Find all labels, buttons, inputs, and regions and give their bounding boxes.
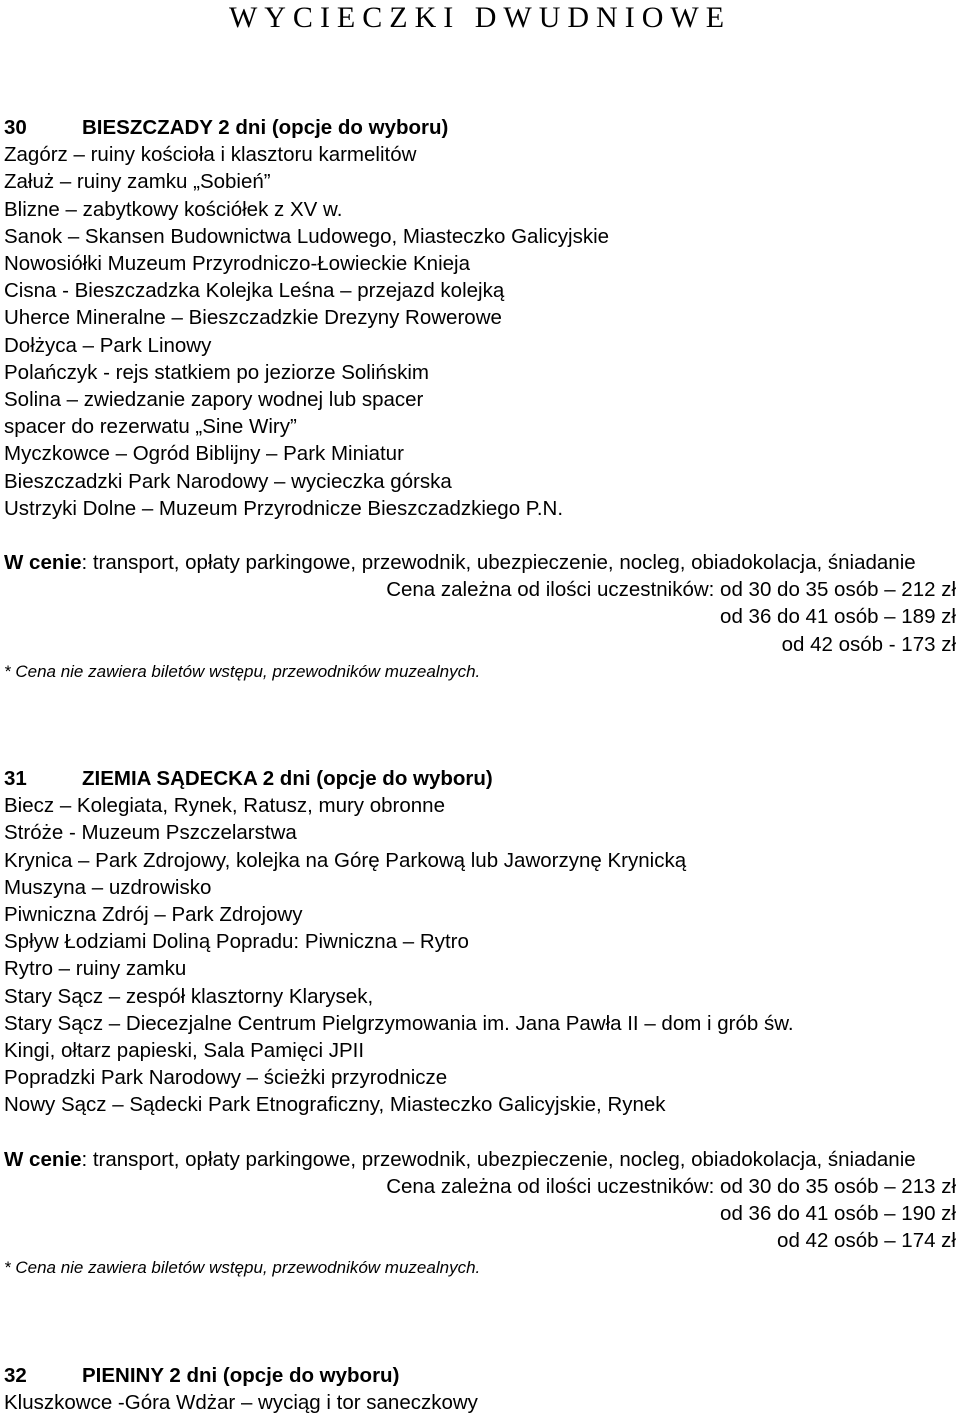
price-includes-text: : transport, opłaty parkingowe, przewodnik, ubezpieczenie, nocleg, obiadokolacja, śniadanie xyxy=(81,1147,916,1171)
tour-title xyxy=(4,1362,956,1389)
itinerary-item: Muszyna – uzdrowisko xyxy=(4,875,212,899)
price-tier: Cena zależna od ilości uczestników: od 30 do 35 osób – 213 zł xyxy=(386,1174,956,1198)
page-header-title: WYCIECZKI DWUDNIOWE xyxy=(228,1,732,34)
itinerary-item: Rytro – ruiny zamku xyxy=(4,957,187,981)
price-tier: od 42 osób - 173 zł xyxy=(781,632,956,656)
itinerary-item: Bieszczadzki Park Narodowy – wycieczka górska xyxy=(4,469,452,493)
price-tier: Cena zależna od ilości uczestników: od 30 do 35 osób – 212 zł xyxy=(386,578,956,602)
itinerary-item: Cisna - Bieszczadzka Kolejka Leśna – przejazd kolejką xyxy=(4,279,505,303)
price-includes-label: W cenie xyxy=(4,1147,82,1171)
itinerary-item: Stary Sącz – zespół klasztorny Klarysek, xyxy=(4,984,374,1008)
tour-number: 32 xyxy=(4,1364,27,1387)
itinerary-item: Polańczyk - rejs statkiem po jeziorze Solińskim xyxy=(4,360,429,384)
itinerary-item: Sanok – Skansen Budownictwa Ludowego, Miasteczko Galicyjskie xyxy=(4,224,610,248)
itinerary-item: Piwniczna Zdrój – Park Zdrojowy xyxy=(4,903,303,927)
itinerary-item: spacer do rezerwatu „Sine Wiry” xyxy=(4,415,297,439)
itinerary-item: Popradzki Park Narodowy – ścieżki przyrodnicze xyxy=(4,1066,448,1090)
price-includes-text: : transport, opłaty parkingowe, przewodnik, ubezpieczenie, nocleg, obiadokolacja, śniadanie xyxy=(81,551,916,575)
itinerary-item: Blizne – zabytkowy kościółek z XV w. xyxy=(4,197,343,221)
itinerary-item: Myczkowce – Ogród Biblijny – Park Miniatur xyxy=(4,442,404,466)
tour-title xyxy=(4,114,956,141)
tour-number: 30 xyxy=(4,116,27,139)
itinerary-item: Załuż – ruiny zamku „Sobień” xyxy=(4,170,271,194)
price-includes xyxy=(4,1146,956,1173)
price-note: * Cena nie zawiera biletów wstępu, przewodników muzealnych. xyxy=(4,1258,481,1278)
itinerary-item: Stróże - Muzeum Pszczelarstwa xyxy=(4,821,297,845)
tour-name: PIENINY 2 dni (opcje do wyboru) xyxy=(82,1364,400,1387)
itinerary-item: Zagórz – ruiny kościoła i klasztoru karmelitów xyxy=(4,143,417,167)
itinerary-item: Uherce Mineralne – Bieszczadzkie Drezyny Rowerowe xyxy=(4,306,502,330)
itinerary-item: Kingi, ołtarz papieski, Sala Pamięci JPII xyxy=(4,1039,365,1063)
price-tier: od 36 do 41 osób – 190 zł xyxy=(720,1202,956,1226)
price-tier: od 42 osób – 174 zł xyxy=(777,1229,956,1253)
itinerary-item: Ustrzyki Dolne – Muzeum Przyrodnicze Bieszczadzkiego P.N. xyxy=(4,496,564,520)
itinerary-item: Biecz – Kolegiata, Rynek, Ratusz, mury obronne xyxy=(4,794,445,818)
itinerary-item: Nowosiółki Muzeum Przyrodniczo-Łowieckie Knieja xyxy=(4,252,470,276)
tour-section-31 xyxy=(4,765,956,1280)
itinerary-item: Kluszkowce -Góra Wdżar – wyciąg i tor saneczkowy xyxy=(4,1391,478,1415)
price-tier: od 36 do 41 osób – 189 zł xyxy=(720,605,956,629)
itinerary-item: Solina – zwiedzanie zapory wodnej lub spacer xyxy=(4,388,424,412)
itinerary-item: Dołżyca – Park Linowy xyxy=(4,333,212,357)
itinerary-item: Spływ Łodziami Doliną Popradu: Piwniczna – Rytro xyxy=(4,930,469,954)
price-includes xyxy=(4,549,956,576)
price-includes-label: W cenie xyxy=(4,551,82,575)
itinerary-item: Stary Sącz – Diecezjalne Centrum Pielgrzymowania im. Jana Pawła II – dom i grób św. xyxy=(4,1011,794,1035)
tour-section-32 xyxy=(4,1362,956,1416)
tour-number: 31 xyxy=(4,767,27,790)
tour-name: ZIEMIA SĄDECKA 2 dni (opcje do wyboru) xyxy=(82,767,493,790)
itinerary-item: Nowy Sącz – Sądecki Park Etnograficzny, Miasteczko Galicyjskie, Rynek xyxy=(4,1093,666,1117)
tour-section-30 xyxy=(4,114,956,684)
tour-title xyxy=(4,765,956,792)
tour-name: BIESZCZADY 2 dni (opcje do wyboru) xyxy=(82,116,449,139)
price-note: * Cena nie zawiera biletów wstępu, przewodników muzealnych. xyxy=(4,661,481,681)
itinerary-item: Krynica – Park Zdrojowy, kolejka na Górę Parkową lub Jaworzynę Krynicką xyxy=(4,848,687,872)
